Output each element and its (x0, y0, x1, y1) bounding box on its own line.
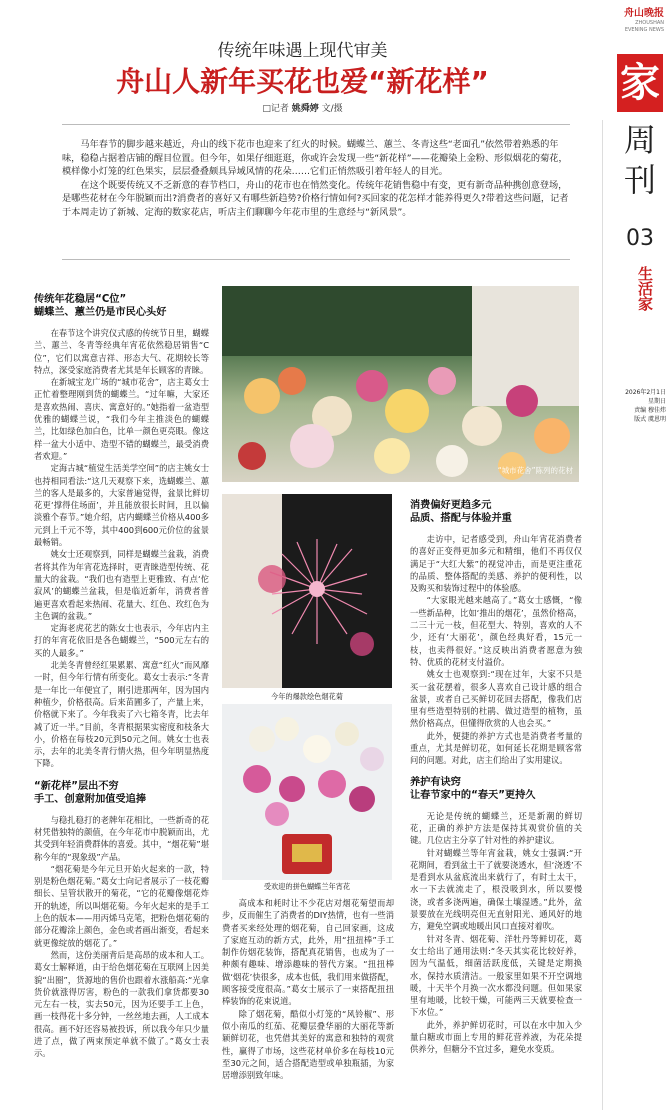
section1-body: 在春节这个讲究仪式感的传统节日里，蝴蝶兰、蕙兰、冬青等经典年宵花依然稳居销售“C位”，它们以寓意吉祥、形态大气、花期较长等特点，深受家庭消费者尤其是年长顾客的青睐。 在新城宝龙广场的“城市花舍”，店主葛女士正忙着整理刚到货的蝴蝶兰。“过年嘛，大家还是喜欢热闹、喜庆、寓意好的。”她指着一盆造型优雅的蝴蝶兰说，“我们今年主推淡色的蝴蝶兰，比如绿色加白色，比单一颜色更亮眼。像这样一盆大小适中、造型不错的蝴蝶兰，最受消费者欢迎。” 定海古城“植觉生活美学空间”的店主姚女士也持相同看法:“这几天观察下来，选蝴蝶兰、蕙兰的客人是最多的，大家普遍觉得，盆景比鲜切花更‘撑得住场面’，并且能放很长时间，且以偏淡雅个春节。”她介绍，店内蝴蝶兰价格从400多元到上千元不等，其中400到600元价位的盆景最畅销。 姚女士还观察到，同样是蝴蝶兰盆栽，消费者将其作为年宵花选择时，更青睐造型传统、花量大的盆栽。“我们也有造型上更雅致、有点‘佗寂风’的蝴蝶兰盆栽，但是临近新年，消费者普遍更喜欢看起来热闹、花量大、红色、玫红色为主色调的盆栽。” 定海老虎花艺的陈女士也表示，今年店内主打的年宵花依旧是各色蝴蝶兰，“500元左右的买的人最多。” 北美冬青曾经红果累累、寓意“红火”而风靡一时，但今年行情有所变化。葛女士表示:“冬青是一年比一年便宜了，刚引进那两年，因为国内种植少，价格很高。后来苗圃多了，产量上来，价格就下来了。今年我卖了六七箱冬青，比去年减了近一半。”目前，冬青根据果实密度和枝条大小，价格在每枝20元到50元之间。姚女士也表示，去年的北美冬青行情火热，但今年明显热度下降。 (34, 328, 209, 769)
date-info: 2026年2月1日 星期日 责编 穆佳炜 版式 虞恩明 (625, 389, 666, 423)
section4-title: 消费偏好更趋多元 品质、搭配与体验并重 (410, 500, 512, 524)
main-photo-caption: “城市花舍”陈列的花材 (497, 466, 573, 475)
flower-shop-photo (222, 286, 579, 482)
section1 (34, 293, 209, 1060)
bottom-photo-caption: 受欢迎的拼色蝴蝶兰年宵花 (263, 882, 351, 891)
section-zhoukan: 周 刊 (623, 121, 656, 199)
lead-paragraph: 马年春节的脚步越来越近，舟山的线下花市也迎来了红火的时候。蝴蝶兰、蕙兰、冬青这些“老面孔”依然带着熟悉的年味，稳稳占据着店铺的醒目位置。但今年，如果仔细逛逛，你或许会发现一些“新花样”——花瓣染上金粉、形似烟花的菊花，模样像小灯笼的红色果实，层层叠叠颇具异域风情的花朵……它们正悄然吸引着年轻人的目光。 (62, 139, 568, 178)
lead-top-rule (62, 124, 570, 125)
lead-bottom-rule (62, 259, 570, 260)
section5-body: 无论是传统的蝴蝶兰，还是新潮的鲜切花，正确的养护方法是保持其观赏价值的关键。几位店主分享了针对性的养护建议。 针对蝴蝶兰等年宵盆栽，姚女士强调:“开花期间，看到盆土干了就要浇透水，但‘浇透’不是看到水从盆底流出来就行了，有时土太干，水一下去就流走了，根没吸到水，所以要慢浇，或者多浇两遍，确保土壤湿透。”此外，盆景要放在光线明亮但无直射阳光、通风好的地方，避免空调或地暖出风口直接对着吹。 针对冬青、烟花菊、洋牡丹等鲜切花，葛女士给出了通用法则:“冬天其实花比较好养，因为气温低，细菌活跃度低，关键是定期换水，保持水质清洁。一般家里如果不开空调地暖，十天半个月换一次水都没问题。但如果家里有地暖，比较干燥，可能两三天就要检查一下水位。” 此外，养护鲜切花时，可以在水中加入少量白糖或市面上专用的鲜花营养液，为花朵提供养分，但糖分不宜过多，避免水变质。 (410, 810, 582, 1055)
rail-divider (602, 120, 603, 1110)
section2-body: 与稳扎稳打的老牌年花相比，一些新奇的花材凭借独特的颜值，在今年花市中脱颖而出，尤其受到年轻消费群体的喜爱。其中，“烟花菊”堪称今年的“现象级”产品。 “烟花菊是今年元旦开始火起来的一款，特别是粉色烟花菊。”葛女士向记者展示了一枝花瓣细长、呈管状散开的菊花，“它的花瓣像烟花炸开的轨迹，所以叫烟花菊。今年火起来的是手工上色的版本——用丙烯马克笔，把粉色烟花菊的部分花瓣涂上颜色，金色或者画出渐变，看起来就更像绽放的烟花了。” 然而，这份美丽背后是高昂的成本和人工。葛女士解释道，由于给色烟花菊在互联网上因美貌“出圈”，货源地的售价也跟着水涨船高:“光拿货价就涨得厉害，粉色的一款我们拿货都要30元左右一枝，实去50元，因为还要手工上色，画一枝得花十多分钟，一丝丝地去画，人工成本很高。画不好还容易被投诉，所以我今年只少量进了点，做了两束预定单就不做了。”葛女士表示。 (34, 814, 209, 1059)
flower-shop-illustration (222, 286, 579, 482)
middle-photo-caption: 今年的爆款绘色烟花菊 (271, 692, 343, 701)
article-kicker: 传统年味遇上现代审美 (217, 41, 388, 61)
page-number: 03 (626, 226, 654, 251)
section-jia-box: 家 (617, 54, 663, 112)
masthead-subtitle: ZHOUSHAN EVENING NEWS (624, 20, 664, 33)
section1-title: 传统年花稳居“C位” 蝴蝶兰、蕙兰仍是市民心头好 (34, 294, 167, 318)
article-byline: □记者 姚舜婷 文/摄 (262, 104, 343, 114)
section5-title: 养护有诀窍 让春节家中的“春天”更持久 (410, 776, 536, 801)
lead-paragraph: 在这个既要传统又不乏新意的春节档口，舟山的花市也在悄然变化。传统年花销售稳中有变，更有新奇品种携创意登场，是哪些花材在今年脱颖而出?消费者的喜好又有哪些新趋势?价格行情如何?买回家的花怎样才能养得更久?带着这些问题，记者于本周走访了新城、定海的数家花店，听店主们聊聊今年花市里的生意经与“新风景”。 (62, 179, 569, 218)
section4 (410, 499, 582, 1056)
section3-body: 高成本和耗时让不少花店对烟花菊望而却步，反而催生了消费者的DIY热情，也有一些消费者买来经处理的烟花菊，自己回家画，这成了家庭互动的新方式，此外，用“扭扭棒”手工制作仿烟花装饰，搭配真花销售，也成为了一种颇有趣味、增添趣味的替代方案。“扭扭棒做‘烟花’快很多，成本也低，我们用来做搭配，顾客接受度很高。”葛女士展示了一束搭配扭扭棒装饰的花束说道。 除了烟花菊，酷似小灯笼的“风铃椒”、形似小南瓜的红茄、花瓣层叠华丽的大丽花等新颖鲜切花，也凭借其美好的寓意和独特的观赏性，赢得了市场，这些花材单价多在每枝10元至30元之间，适合搭配造型或单独瓶插，为家居增添别致年味。 (222, 898, 394, 1081)
section-name: 生活家 (636, 265, 654, 311)
orchid-photo (222, 704, 392, 880)
firework-chrysanthemum-illustration (222, 494, 392, 688)
section4-body: 走访中，记者感受到，舟山年宵花消费者的喜好正变得更加多元和精细，他们不再仅仅满足于“大红大紫”的视觉冲击，而是更注重花的品质、整体搭配的美感、养护的便利性，以及购买和装饰过程中的体验感。 “大家眼光越来越高了。”葛女士感慨，“像一些新品种，比如‘推出的烟花’，虽然价格高，二三十元一枝，但花型大、特别，喜欢的人不少，还有‘大丽花’，颜色经典好看，15元一枝，也卖得很好。”这反映出消费者愿意为独特、优质的花材支付溢价。 姚女士也观察到:“现在过年，大家不只是买一盆花摆着，很多人喜欢自己设计感的组合盆景，或者自己买鲜切花回去搭配，像我们店里有些造型特别的杜鹃、做过造型的植物，虽然价格高点，但懂得欣赏的人也会买。” 此外，便捷的养护方式也是消费者考量的重点，尤其是鲜切花，如何延长花期是顾客常问的问题。对此，店主们给出了实用建议。 (410, 534, 582, 766)
firework-chrysanthemum-photo (222, 494, 392, 688)
article-lead (62, 138, 570, 220)
section2-title: “新花样”层出不穷 手工、创意附加值受追捧 (34, 780, 147, 805)
orchid-illustration (222, 704, 392, 880)
article-headline: 舟山人新年买花也爱“新花样” (116, 65, 489, 98)
masthead-title: 舟山晚报 (624, 8, 664, 19)
